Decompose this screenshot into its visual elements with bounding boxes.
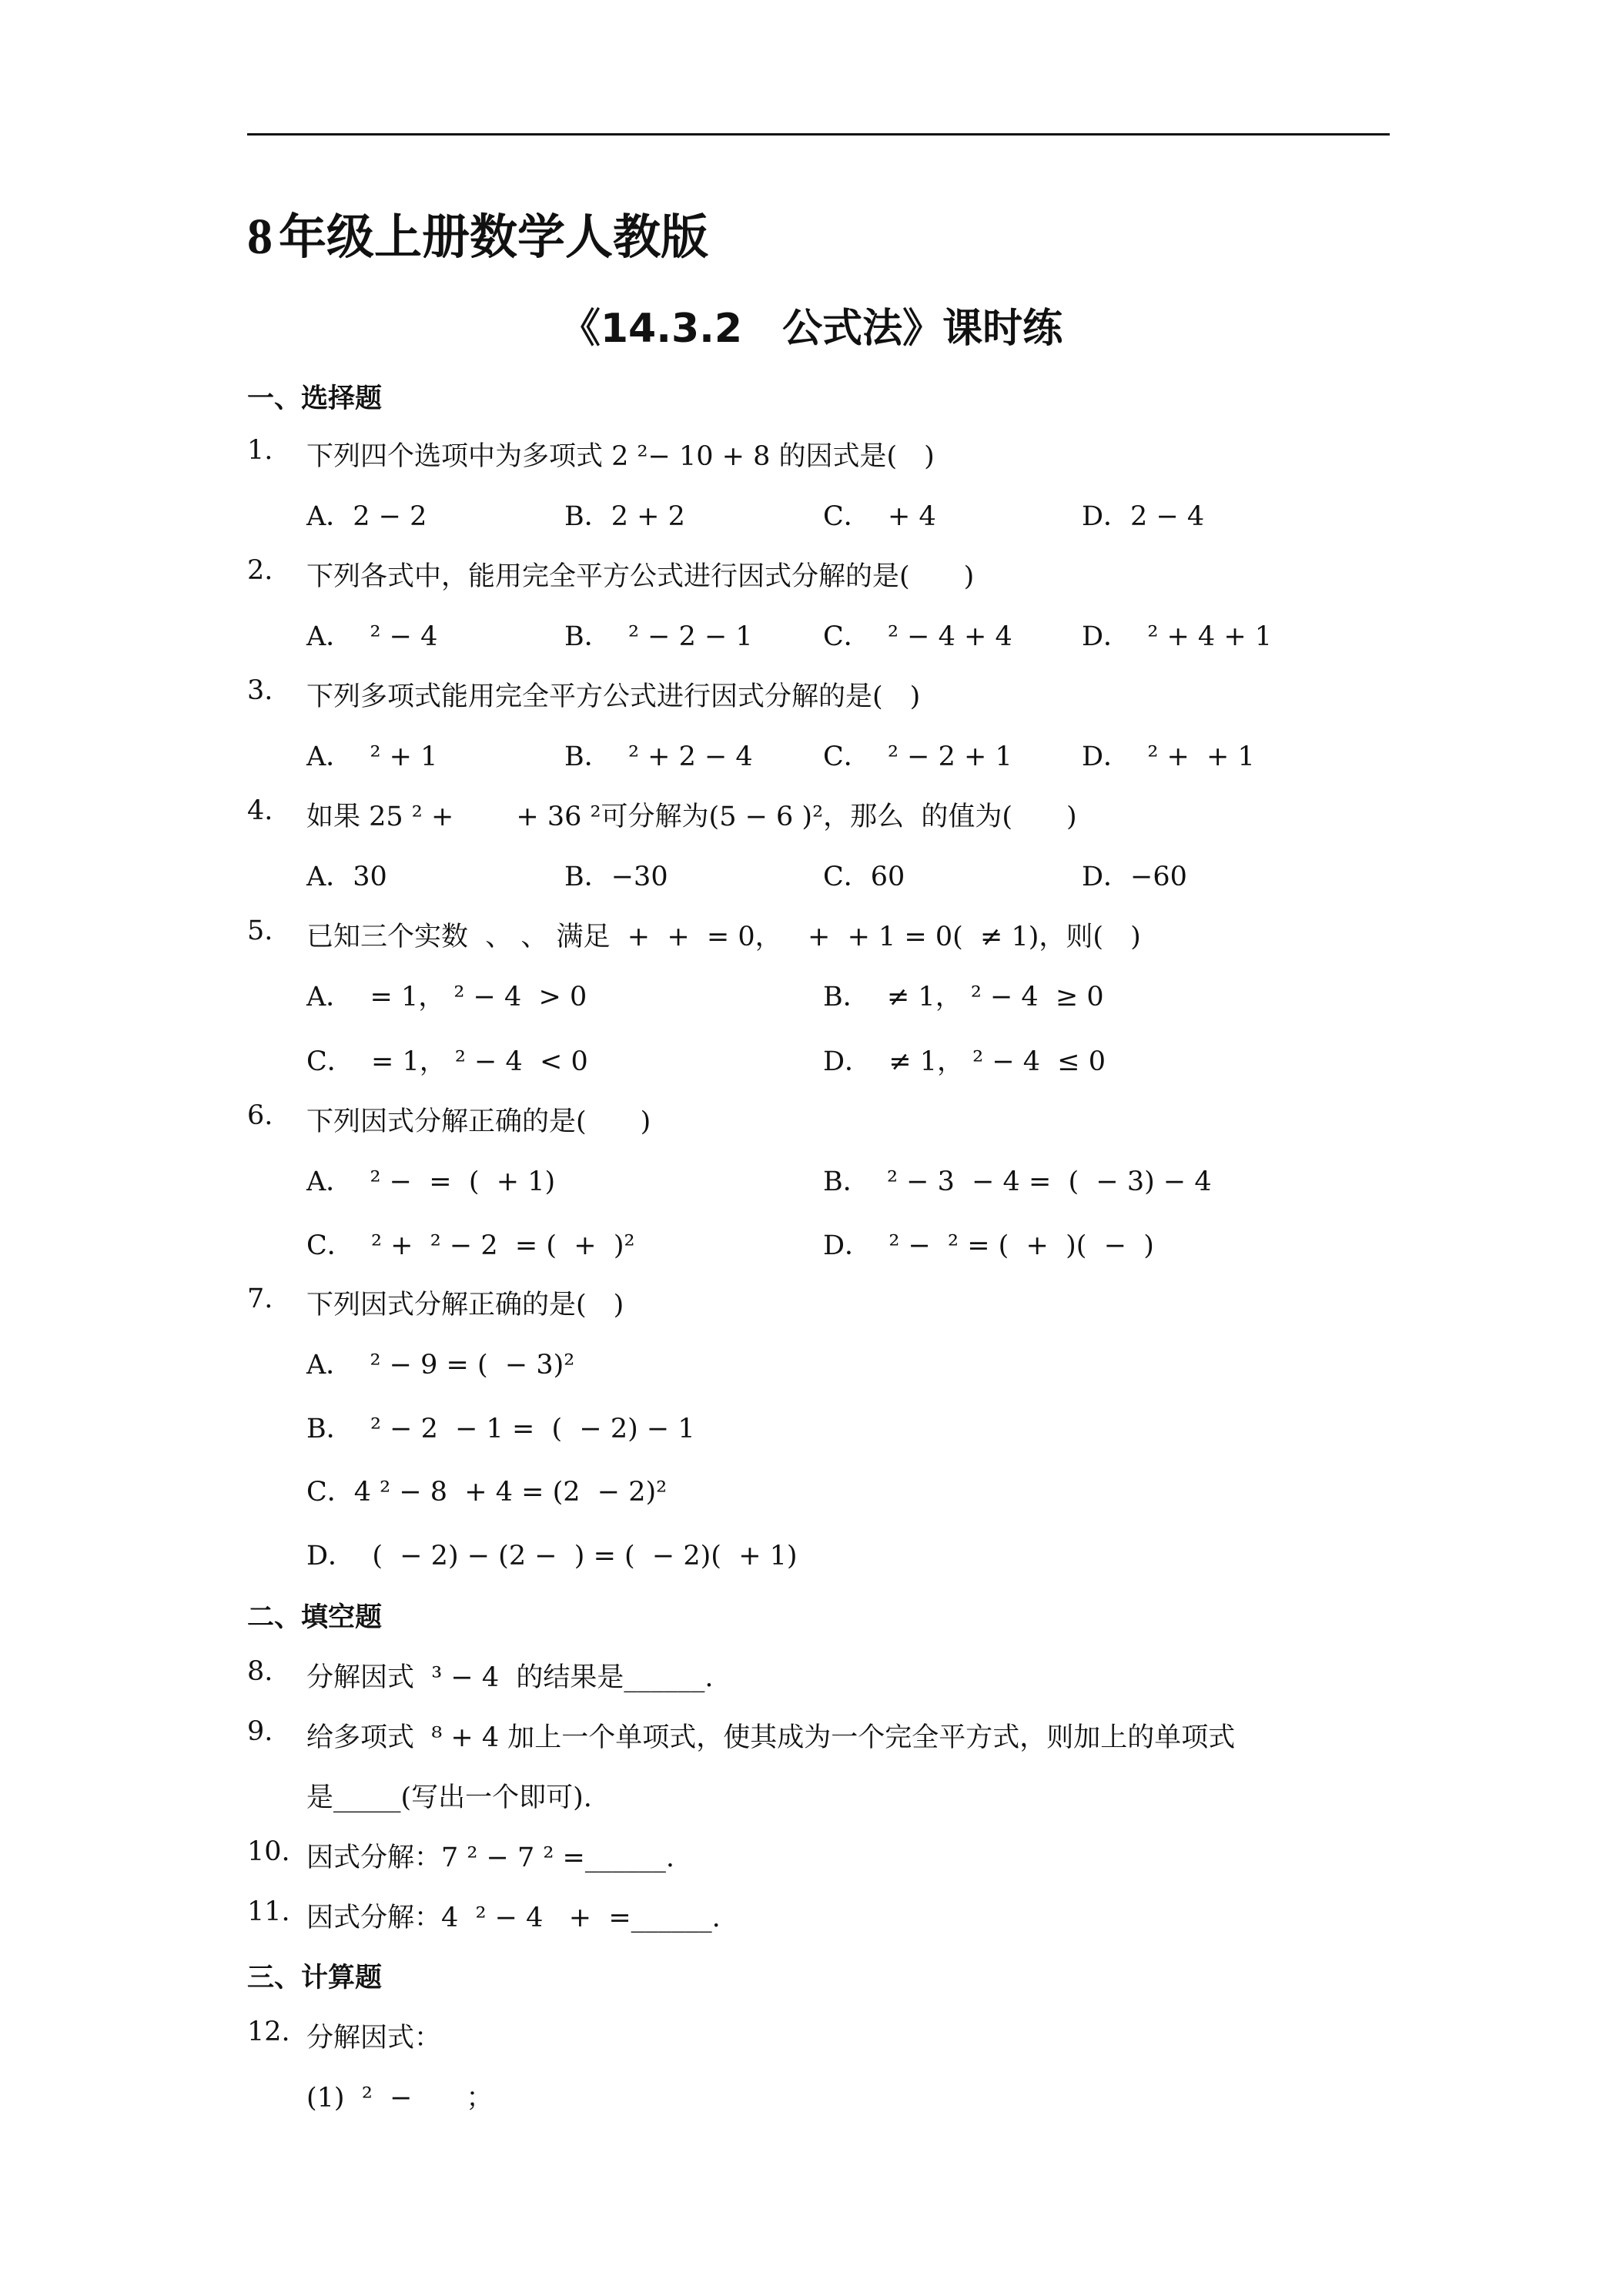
- question-number: 4.: [247, 795, 273, 826]
- question-number: 7.: [247, 1284, 273, 1314]
- page-subtitle: 《14.3.2 公式法》课时练: [560, 306, 1063, 352]
- question-number: 10.: [247, 1836, 290, 1867]
- option-a: A． ² + 1: [306, 741, 438, 772]
- option-d: D．−60: [1082, 862, 1187, 892]
- option-c: C．4 ² − 8 + 4 = (2 − 2)²: [306, 1477, 668, 1508]
- option-b: B． ² + 2 − 4: [564, 741, 753, 772]
- question-text: 下列四个选项中为多项式 2 ²− 10 + 8 的因式是( ): [306, 441, 935, 472]
- option-d: D． ² + + 1: [1082, 741, 1255, 772]
- option-a: A．30: [306, 862, 387, 892]
- option-d: D． ≠ 1， ² − 4 ≤ 0: [823, 1046, 1106, 1077]
- section-choice: 一、选择题: [247, 383, 383, 414]
- option-c: C． ² − 4 + 4: [823, 621, 1012, 652]
- question-text: 因式分解：4 ² − 4 + =______.: [306, 1903, 721, 1933]
- option-d: D．2 − 4: [1082, 501, 1205, 532]
- option-c: C． = 1， ² − 4 < 0: [306, 1046, 588, 1077]
- option-d: D． ² + 4 + 1: [1082, 621, 1273, 652]
- question-text: 分解因式 ³ − 4 的结果是______.: [306, 1662, 714, 1693]
- question-number: 11.: [247, 1896, 290, 1927]
- option-b: B． ² − 2 − 1 = ( − 2) − 1: [306, 1414, 695, 1444]
- option-a: A． ² − 4: [306, 621, 438, 652]
- question-number: 2.: [247, 555, 273, 586]
- option-b: B． ² − 3 − 4 = ( − 3) − 4: [823, 1166, 1212, 1197]
- option-a: A． ² − 9 = ( − 3)²: [306, 1350, 575, 1381]
- question-text: 分解因式：: [306, 2023, 442, 2053]
- question-text-cont: 是_____(写出一个即可).: [306, 1782, 592, 1813]
- option-a: A． ² − = ( + 1): [306, 1166, 556, 1197]
- question-number: 1.: [247, 435, 273, 466]
- page-title: [247, 199, 708, 267]
- option-a: A．2 − 2: [306, 501, 427, 532]
- option-c: C． + 4: [823, 501, 936, 532]
- question-text: 下列多项式能用完全平方公式进行因式分解的是( ): [306, 681, 921, 712]
- option-b: B．−30: [564, 862, 668, 892]
- section-fill: 二、填空题: [247, 1602, 383, 1633]
- question-text: 因式分解：7 ² − 7 ² =______.: [306, 1842, 675, 1873]
- question-text: 下列因式分解正确的是( ): [306, 1290, 624, 1320]
- question-text: 如果 25 ² + + 36 ²可分解为(5 − 6 )²，那么 的值为( ): [306, 802, 1077, 832]
- sub-question: (1) ² − ；: [306, 2083, 494, 2114]
- option-c: C．60: [823, 862, 905, 892]
- option-c: C． ² − 2 + 1: [823, 741, 1012, 772]
- question-text: 下列因式分解正确的是( ): [306, 1106, 651, 1137]
- option-a: A． = 1， ² − 4 > 0: [306, 982, 587, 1012]
- option-d: D． ² − ² = ( + )( − ): [823, 1230, 1154, 1261]
- question-text: 已知三个实数 、 、 满足 + + = 0， + + 1 = 0( ≠ 1)，则( ): [306, 922, 1141, 952]
- title-text: 年级上册数学人教版: [279, 209, 709, 265]
- option-b: B． ≠ 1， ² − 4 ≥ 0: [823, 982, 1104, 1012]
- question-text: 下列各式中，能用完全平方公式进行因式分解的是( ): [306, 561, 975, 592]
- question-number: 6.: [247, 1100, 273, 1131]
- question-number: 9.: [247, 1716, 273, 1747]
- title-number: 8: [247, 209, 273, 265]
- question-number: 3.: [247, 675, 273, 706]
- header-rule: [247, 133, 1390, 136]
- question-number: 5.: [247, 915, 273, 946]
- question-text: 给多项式 ⁸ + 4 加上一个单项式，使其成为一个完全平方式，则加上的单项式: [306, 1722, 1236, 1753]
- question-number: 8.: [247, 1656, 273, 1687]
- option-b: B．2 + 2: [564, 501, 685, 532]
- option-d: D． ( − 2) − (2 − ) = ( − 2)( + 1): [306, 1541, 798, 1571]
- question-number: 12.: [247, 2017, 290, 2047]
- section-calc: 三、计算题: [247, 1963, 383, 1993]
- option-b: B． ² − 2 − 1: [564, 621, 753, 652]
- option-c: C． ² + ² − 2 = ( + )²: [306, 1230, 635, 1261]
